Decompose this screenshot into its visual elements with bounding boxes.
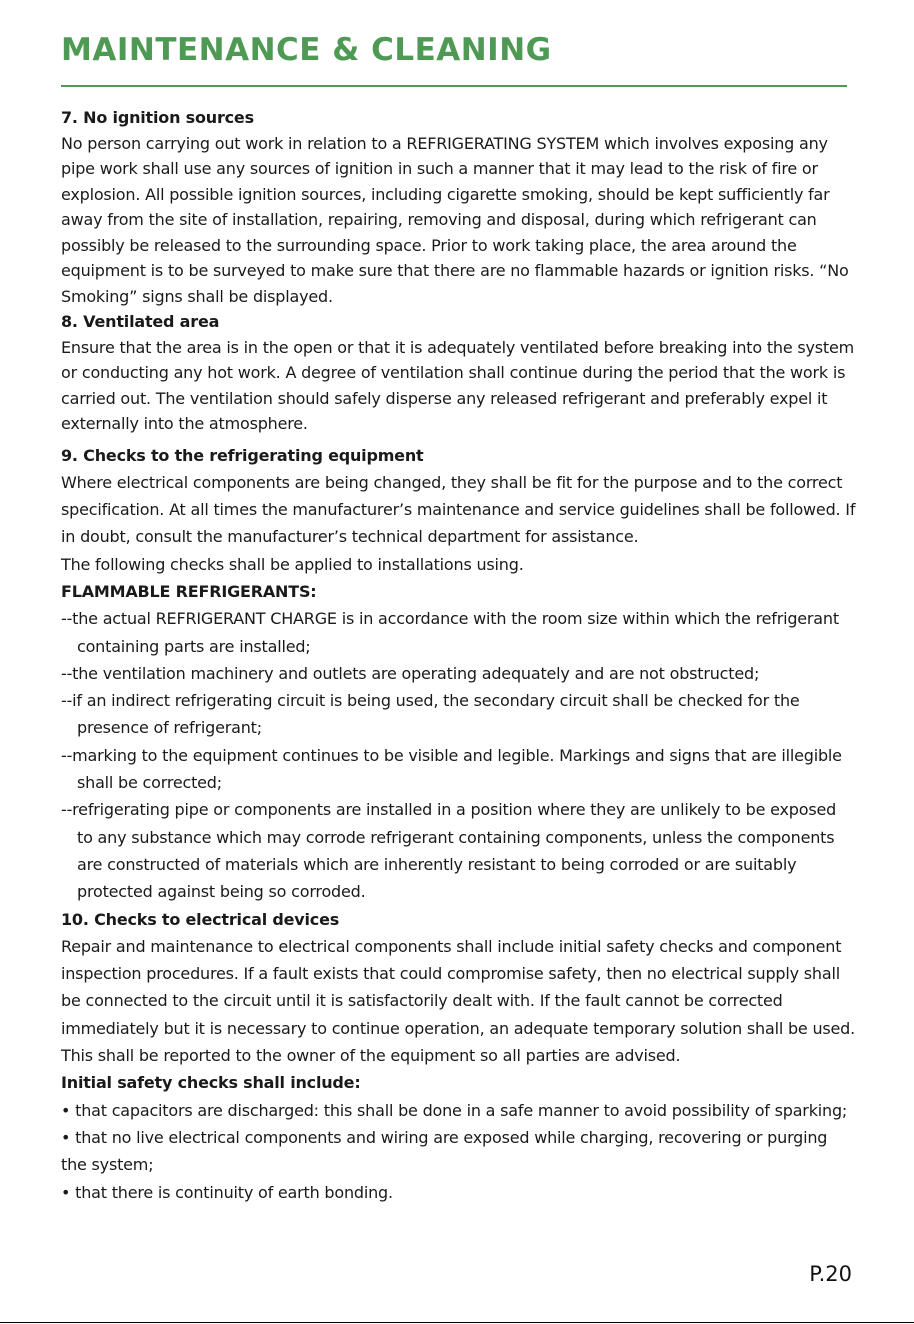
section-paragraph: Repair and maintenance to electrical components shall include initial safety checks and component inspection procedures. If a fault exists that could compromise safety, then no electrical supply shall be connected to the circuit until it is satisfactorily dealt with. If the fault cannot be corrected immediately but it is necessary to continue operation, an adequate temporary solution shall be used. This shall be reported to the owner of the equipment so all parties are advised.	[61, 936, 856, 1066]
section-heading: 7. No ignition sources	[61, 108, 254, 127]
list-item: --if an indirect refrigerating circuit is being used, the secondary circuit shall be checked for the presence of refrigerant;	[61, 691, 800, 738]
section-ventilated-area	[61, 309, 856, 437]
list-item: • that capacitors are discharged: this shall be done in a safe manner to avoid possibility of sparking;	[61, 1100, 848, 1120]
section-subheading: FLAMMABLE REFRIGERANTS:	[61, 581, 317, 601]
section-heading: 8. Ventilated area	[61, 312, 220, 331]
list-item: --the actual REFRIGERANT CHARGE is in accordance with the room size within which the refrigerant containing parts are installed;	[61, 609, 839, 656]
section-heading: 9. Checks to the refrigerating equipment	[61, 445, 424, 465]
section-heading: 10. Checks to electrical devices	[61, 909, 340, 929]
page-number: P.20	[809, 1262, 852, 1286]
section-no-ignition-sources	[61, 105, 856, 309]
list-item: • that no live electrical components and wiring are exposed while charging, recovering or purging the system;	[61, 1127, 828, 1175]
list-item: --the ventilation machinery and outlets are operating adequately and are not obstructed;	[61, 663, 760, 683]
section-checks-refrigerating-equipment	[61, 442, 856, 1206]
document-body	[61, 105, 856, 1206]
list-item: --marking to the equipment continues to be visible and legible. Markings and signs that are illegible shall be corrected;	[61, 745, 842, 793]
section-subheading: Initial safety checks shall include:	[61, 1073, 361, 1093]
section-paragraph: The following checks shall be applied to installations using.	[61, 554, 524, 574]
section-paragraph: Where electrical components are being changed, they shall be fit for the purpose and to the correct specification. At all times the manufacturer’s maintenance and service guidelines shall be followed. If in doubt, consult the manufacturer’s technical department for assistance.	[61, 472, 856, 547]
list-item: • that there is continuity of earth bonding.	[61, 1182, 393, 1202]
list-item: --refrigerating pipe or components are installed in a position where they are unlikely to be exposed to any substance which may corrode refrigerant containing components, unless the components are constructed of materials which are inherently resistant to being corroded or are suitably protected against being so corroded.	[61, 800, 837, 902]
section-paragraph: Ensure that the area is in the open or that it is adequately ventilated before breaking into the system or conducting any hot work. A degree of ventilation shall continue during the period that the work is carried out. The ventilation should safely disperse any released refrigerant and preferably expel it externally into the atmosphere.	[61, 337, 855, 433]
section-paragraph: No person carrying out work in relation to a REFRIGERATING SYSTEM which involves exposing any pipe work shall use any sources of ignition in such a manner that it may lead to the risk of fire or explosion. All possible ignition sources, including cigarette smoking, should be kept sufficiently far away from the site of installation, repairing, removing and disposal, during which refrigerant can possibly be released to the surrounding space. Prior to work taking place, the area around the equipment is to be surveyed to make sure that there are no flammable hazards or ignition risks. “No Smoking” signs shall be displayed.	[61, 133, 849, 306]
page-title: MAINTENANCE & CLEANING	[61, 32, 552, 68]
bottom-border	[0, 1322, 914, 1323]
title-divider	[61, 85, 847, 87]
